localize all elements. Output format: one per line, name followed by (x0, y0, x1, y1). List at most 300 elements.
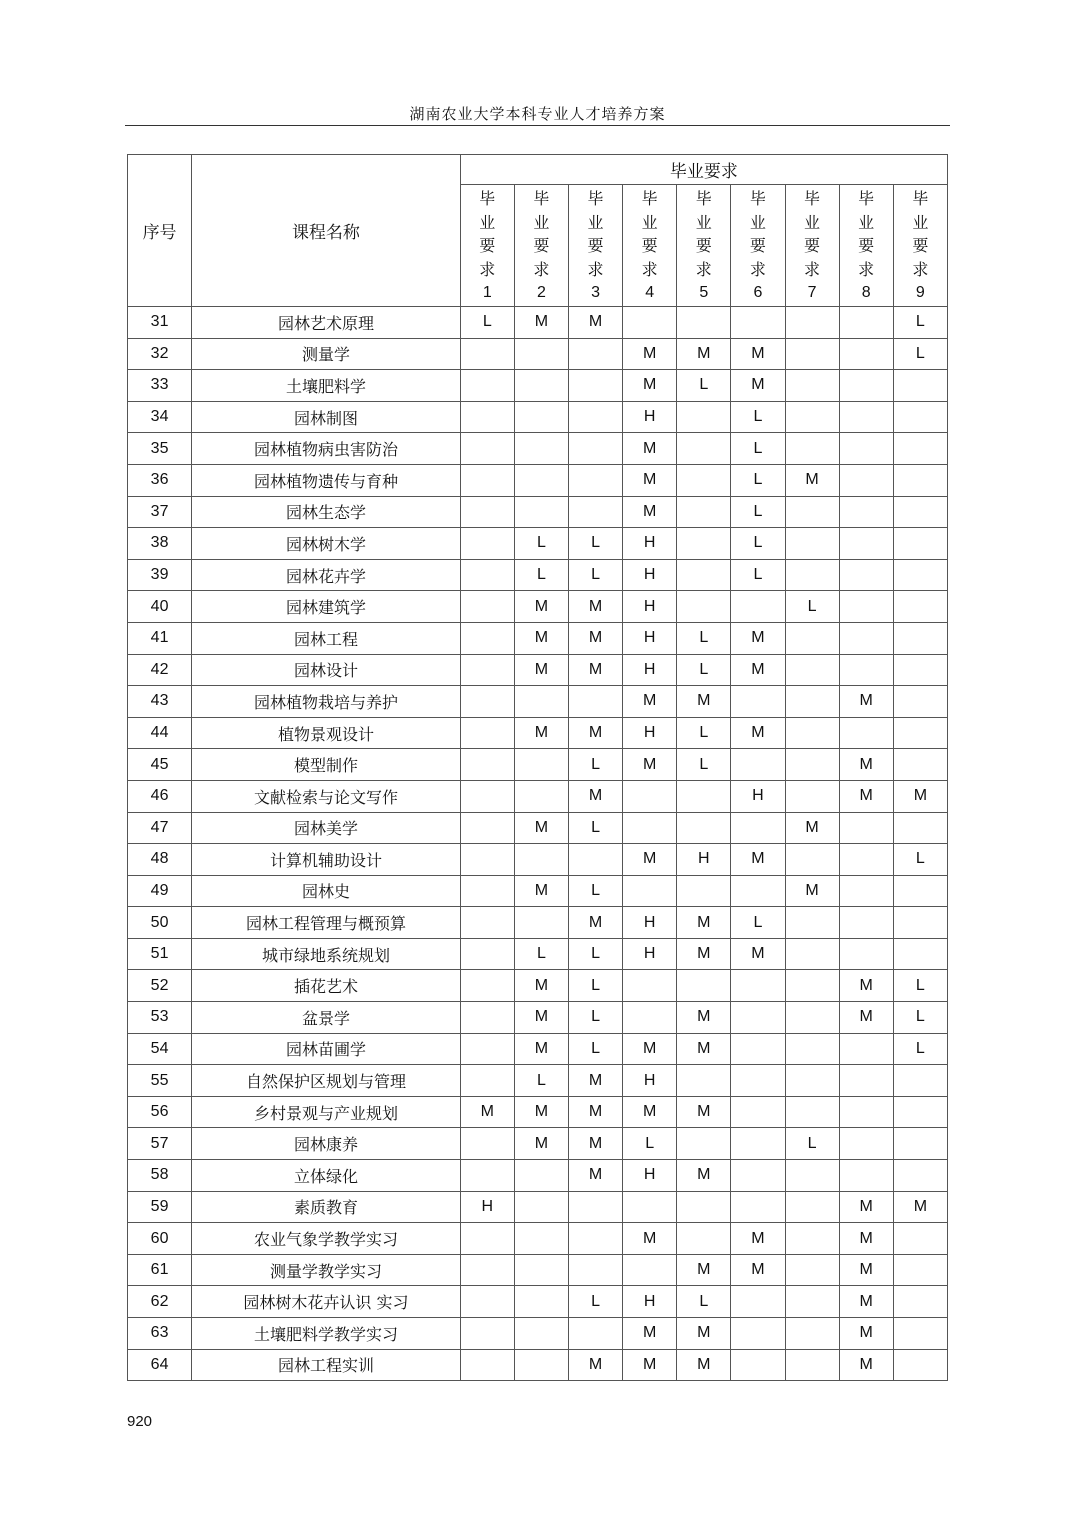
table-row (128, 970, 948, 1002)
requirement-mark-cell (569, 401, 623, 433)
requirement-mark-cell (623, 1254, 677, 1286)
row-number-cell: 35 (128, 433, 192, 465)
requirement-mark-cell (893, 401, 947, 433)
course-name-cell: 计算机辅助设计 (192, 844, 461, 876)
requirement-mark-cell (569, 844, 623, 876)
requirement-mark-cell: L (677, 622, 731, 654)
requirement-mark-cell (785, 622, 839, 654)
requirement-mark-cell (893, 875, 947, 907)
table-row (128, 907, 948, 939)
requirement-mark-cell: L (893, 1002, 947, 1034)
requirement-mark-cell: L (569, 875, 623, 907)
requirement-mark-cell (839, 1033, 893, 1065)
requirement-mark-cell (677, 875, 731, 907)
course-name-cell: 园林苗圃学 (192, 1033, 461, 1065)
requirement-mark-cell (839, 559, 893, 591)
requirement-mark-cell (460, 591, 514, 623)
requirement-mark-cell (460, 749, 514, 781)
requirement-header-text: 毕业要求 (587, 189, 604, 279)
requirement-mark-cell (460, 938, 514, 970)
requirement-mark-cell: M (460, 1096, 514, 1128)
column-header-requirement (785, 185, 839, 307)
requirement-mark-cell (623, 812, 677, 844)
requirement-mark-cell (785, 401, 839, 433)
course-name-cell: 模型制作 (192, 749, 461, 781)
requirement-mark-cell (623, 875, 677, 907)
requirement-mark-cell: M (839, 1318, 893, 1350)
requirement-mark-cell: M (731, 844, 785, 876)
requirement-header-number: 7 (807, 284, 817, 301)
requirement-mark-cell (460, 338, 514, 370)
requirement-mark-cell (893, 1223, 947, 1255)
row-number-cell: 61 (128, 1254, 192, 1286)
course-name-cell: 土壤肥料学教学实习 (192, 1318, 461, 1350)
requirement-mark-cell (677, 970, 731, 1002)
requirement-mark-cell (677, 464, 731, 496)
requirement-mark-cell (785, 749, 839, 781)
requirement-mark-cell (893, 1318, 947, 1350)
course-name-cell: 园林美学 (192, 812, 461, 844)
row-number-cell: 38 (128, 528, 192, 560)
requirement-mark-cell (893, 812, 947, 844)
course-name-cell: 园林树木学 (192, 528, 461, 560)
requirement-mark-cell (569, 338, 623, 370)
row-number-cell: 56 (128, 1096, 192, 1128)
row-number-cell: 60 (128, 1223, 192, 1255)
requirement-mark-cell (514, 464, 568, 496)
running-header: 湖南农业大学本科专业人才培养方案 (409, 105, 666, 123)
course-name-cell: 园林工程实训 (192, 1349, 461, 1381)
requirement-mark-cell (623, 307, 677, 339)
requirement-mark-cell (677, 528, 731, 560)
row-number-cell: 54 (128, 1033, 192, 1065)
requirement-mark-cell (785, 1286, 839, 1318)
requirement-mark-cell (460, 970, 514, 1002)
course-name-cell: 园林植物遗传与育种 (192, 464, 461, 496)
requirement-mark-cell: L (569, 1033, 623, 1065)
requirement-mark-cell: M (514, 970, 568, 1002)
table-row (128, 622, 948, 654)
requirement-mark-cell: L (893, 844, 947, 876)
requirement-mark-cell: M (623, 433, 677, 465)
requirement-mark-cell (460, 528, 514, 560)
row-number-cell: 31 (128, 307, 192, 339)
table-row (128, 401, 948, 433)
requirement-header-text: 毕业要求 (749, 189, 766, 279)
course-name-cell: 园林花卉学 (192, 559, 461, 591)
row-number-cell: 41 (128, 622, 192, 654)
requirement-mark-cell (460, 401, 514, 433)
row-number-cell: 49 (128, 875, 192, 907)
requirement-mark-cell (785, 654, 839, 686)
requirement-mark-cell (893, 622, 947, 654)
requirement-mark-cell: H (623, 559, 677, 591)
requirement-mark-cell (839, 812, 893, 844)
requirement-mark-cell: M (677, 1033, 731, 1065)
row-number-cell: 36 (128, 464, 192, 496)
requirement-mark-cell (839, 433, 893, 465)
table-row (128, 654, 948, 686)
requirement-mark-cell (839, 338, 893, 370)
row-number-cell: 44 (128, 717, 192, 749)
requirement-mark-cell (623, 1002, 677, 1034)
page-number: 920 (127, 1413, 153, 1430)
requirement-mark-cell: L (569, 1286, 623, 1318)
requirement-mark-cell (460, 844, 514, 876)
requirement-mark-cell (460, 1254, 514, 1286)
table-row (128, 559, 948, 591)
requirement-mark-cell (731, 1065, 785, 1097)
requirement-mark-cell: M (623, 1033, 677, 1065)
requirement-mark-cell (460, 875, 514, 907)
requirement-header-number: 4 (645, 284, 655, 301)
requirement-mark-cell (731, 1160, 785, 1192)
course-name-cell: 自然保护区规划与管理 (192, 1065, 461, 1097)
requirement-mark-cell (460, 654, 514, 686)
requirement-mark-cell (785, 496, 839, 528)
requirement-header-text: 毕业要求 (695, 189, 712, 279)
requirement-mark-cell (514, 433, 568, 465)
table-row (128, 370, 948, 402)
row-number-cell: 53 (128, 1002, 192, 1034)
requirement-mark-cell (893, 464, 947, 496)
requirement-mark-cell: M (623, 1318, 677, 1350)
requirement-mark-cell: L (677, 717, 731, 749)
requirement-mark-cell (785, 528, 839, 560)
requirement-mark-cell: M (839, 970, 893, 1002)
requirement-mark-cell (677, 780, 731, 812)
requirement-mark-cell: L (731, 496, 785, 528)
requirement-header-number: 2 (536, 284, 546, 301)
requirement-mark-cell (731, 1318, 785, 1350)
requirement-mark-cell (460, 812, 514, 844)
requirement-mark-cell: M (514, 654, 568, 686)
column-header-requirement (623, 185, 677, 307)
requirement-mark-cell: M (514, 812, 568, 844)
requirement-mark-cell (677, 433, 731, 465)
requirement-mark-cell: M (514, 1096, 568, 1128)
requirement-mark-cell: M (677, 1160, 731, 1192)
column-header-requirement (839, 185, 893, 307)
requirement-mark-cell (569, 433, 623, 465)
requirement-mark-cell (731, 686, 785, 718)
column-header-requirement (677, 185, 731, 307)
column-header-no: 序号 (128, 155, 192, 307)
requirement-mark-cell (785, 717, 839, 749)
table-row (128, 433, 948, 465)
row-number-cell: 33 (128, 370, 192, 402)
table-row (128, 338, 948, 370)
requirement-mark-cell: L (893, 970, 947, 1002)
requirement-mark-cell: M (569, 780, 623, 812)
row-number-cell: 59 (128, 1191, 192, 1223)
requirement-mark-cell (569, 1191, 623, 1223)
row-number-cell: 42 (128, 654, 192, 686)
requirement-mark-cell (514, 907, 568, 939)
requirement-mark-cell: H (623, 938, 677, 970)
requirement-mark-cell (677, 591, 731, 623)
row-number-cell: 46 (128, 780, 192, 812)
requirement-mark-cell: L (677, 1286, 731, 1318)
requirement-mark-cell: M (731, 370, 785, 402)
requirement-mark-cell (893, 1128, 947, 1160)
table-row (128, 1349, 948, 1381)
requirement-mark-cell (731, 1286, 785, 1318)
requirement-mark-cell: M (839, 749, 893, 781)
requirement-mark-cell (893, 591, 947, 623)
requirement-mark-cell: L (731, 559, 785, 591)
table-row (128, 1191, 948, 1223)
requirement-mark-cell (785, 1002, 839, 1034)
requirement-mark-cell (893, 1349, 947, 1381)
requirement-mark-cell (677, 1065, 731, 1097)
requirement-mark-cell: M (623, 1223, 677, 1255)
requirement-mark-cell: M (623, 496, 677, 528)
requirement-mark-cell (460, 686, 514, 718)
requirement-mark-cell (677, 1223, 731, 1255)
course-name-cell: 乡村景观与产业规划 (192, 1096, 461, 1128)
requirement-mark-cell (839, 401, 893, 433)
requirement-header-number: 1 (482, 284, 492, 301)
requirement-header-text: 毕业要求 (858, 189, 875, 279)
row-number-cell: 55 (128, 1065, 192, 1097)
table-row (128, 528, 948, 560)
row-number-cell: 52 (128, 970, 192, 1002)
requirement-mark-cell (514, 496, 568, 528)
requirement-mark-cell (731, 1002, 785, 1034)
requirement-mark-cell (893, 1096, 947, 1128)
column-header-requirement (569, 185, 623, 307)
requirement-mark-cell: H (623, 1286, 677, 1318)
row-number-cell: 40 (128, 591, 192, 623)
header-rule (125, 125, 950, 126)
requirement-mark-cell (514, 1318, 568, 1350)
requirement-mark-cell: H (623, 401, 677, 433)
requirement-mark-cell: H (623, 654, 677, 686)
table-row (128, 1160, 948, 1192)
requirement-mark-cell (839, 654, 893, 686)
requirement-mark-cell: M (677, 907, 731, 939)
requirement-mark-cell: L (677, 654, 731, 686)
requirement-mark-cell: L (514, 528, 568, 560)
requirement-mark-cell (785, 1065, 839, 1097)
table-row (128, 812, 948, 844)
requirement-mark-cell: M (731, 338, 785, 370)
requirement-mark-cell: L (677, 749, 731, 781)
requirement-mark-cell (677, 1191, 731, 1223)
requirement-mark-cell: M (839, 1191, 893, 1223)
requirement-mark-cell: M (569, 1065, 623, 1097)
requirement-mark-cell (514, 1254, 568, 1286)
requirement-mark-cell (731, 812, 785, 844)
requirement-mark-cell (460, 1128, 514, 1160)
requirement-mark-cell (460, 1286, 514, 1318)
requirement-header-number: 5 (699, 284, 709, 301)
requirement-mark-cell (785, 938, 839, 970)
requirement-mark-cell (677, 559, 731, 591)
requirement-mark-cell (514, 749, 568, 781)
requirement-mark-cell: M (514, 591, 568, 623)
requirement-mark-cell: M (623, 749, 677, 781)
requirement-mark-cell: M (731, 717, 785, 749)
requirement-mark-cell (514, 1223, 568, 1255)
requirement-mark-cell (839, 622, 893, 654)
requirement-mark-cell (839, 591, 893, 623)
course-name-cell: 园林制图 (192, 401, 461, 433)
course-name-cell: 土壤肥料学 (192, 370, 461, 402)
requirement-mark-cell (839, 875, 893, 907)
requirement-mark-cell: H (623, 591, 677, 623)
requirement-mark-cell (839, 1096, 893, 1128)
course-name-cell: 园林植物病虫害防治 (192, 433, 461, 465)
requirement-mark-cell: M (839, 1254, 893, 1286)
requirement-mark-cell: L (785, 591, 839, 623)
requirement-mark-cell (731, 1033, 785, 1065)
requirements-matrix-table (127, 154, 948, 1381)
row-number-cell: 51 (128, 938, 192, 970)
table-row (128, 1096, 948, 1128)
requirement-mark-cell: M (514, 717, 568, 749)
row-number-cell: 57 (128, 1128, 192, 1160)
requirement-header-text: 毕业要求 (479, 189, 496, 279)
table-row (128, 938, 948, 970)
column-group-header-requirements: 毕业要求 (460, 155, 947, 185)
course-name-cell: 园林建筑学 (192, 591, 461, 623)
requirement-mark-cell (893, 749, 947, 781)
requirement-mark-cell: M (514, 1128, 568, 1160)
table-row (128, 496, 948, 528)
requirement-mark-cell: L (514, 559, 568, 591)
course-name-cell: 园林史 (192, 875, 461, 907)
requirement-mark-cell (839, 717, 893, 749)
requirement-mark-cell (839, 307, 893, 339)
requirement-mark-cell (460, 559, 514, 591)
table-row (128, 1065, 948, 1097)
requirement-mark-cell (731, 1128, 785, 1160)
course-name-cell: 文献检索与论文写作 (192, 780, 461, 812)
row-number-cell: 39 (128, 559, 192, 591)
requirement-mark-cell: M (623, 686, 677, 718)
requirement-mark-cell: L (569, 749, 623, 781)
requirement-mark-cell: M (514, 875, 568, 907)
requirement-mark-cell: H (623, 717, 677, 749)
requirement-mark-cell: M (893, 780, 947, 812)
requirement-mark-cell (785, 907, 839, 939)
requirement-mark-cell (460, 370, 514, 402)
requirement-mark-cell: H (460, 1191, 514, 1223)
requirement-mark-cell (731, 591, 785, 623)
requirement-mark-cell: L (731, 401, 785, 433)
requirement-mark-cell: H (623, 907, 677, 939)
requirement-mark-cell: H (623, 1065, 677, 1097)
requirement-mark-cell (460, 1349, 514, 1381)
requirement-mark-cell (785, 338, 839, 370)
requirement-mark-cell (731, 875, 785, 907)
requirement-mark-cell: M (731, 1223, 785, 1255)
requirement-mark-cell (839, 907, 893, 939)
requirement-mark-cell (569, 1223, 623, 1255)
requirement-mark-cell (893, 717, 947, 749)
requirement-mark-cell (460, 1223, 514, 1255)
requirement-mark-cell (893, 433, 947, 465)
requirement-mark-cell: M (623, 338, 677, 370)
requirement-mark-cell (677, 812, 731, 844)
row-number-cell: 50 (128, 907, 192, 939)
requirement-mark-cell (460, 496, 514, 528)
course-name-cell: 园林艺术原理 (192, 307, 461, 339)
requirement-mark-cell (785, 780, 839, 812)
requirement-mark-cell: M (785, 812, 839, 844)
requirement-mark-cell (839, 464, 893, 496)
requirement-mark-cell (839, 528, 893, 560)
requirement-mark-cell: M (893, 1191, 947, 1223)
requirement-mark-cell (460, 1160, 514, 1192)
requirement-mark-cell: M (785, 875, 839, 907)
column-header-course-name: 课程名称 (192, 155, 461, 307)
requirement-mark-cell (893, 559, 947, 591)
requirement-mark-cell (514, 370, 568, 402)
course-name-cell: 素质教育 (192, 1191, 461, 1223)
row-number-cell: 63 (128, 1318, 192, 1350)
requirement-mark-cell (785, 370, 839, 402)
requirement-mark-cell: M (731, 654, 785, 686)
requirement-mark-cell: L (569, 559, 623, 591)
requirement-mark-cell: L (893, 1033, 947, 1065)
requirement-header-text: 毕业要求 (912, 189, 929, 279)
requirement-mark-cell (893, 1286, 947, 1318)
requirement-mark-cell: L (569, 938, 623, 970)
requirement-mark-cell (893, 370, 947, 402)
requirement-mark-cell (514, 338, 568, 370)
requirement-header-number: 3 (591, 284, 601, 301)
requirement-mark-cell (731, 1191, 785, 1223)
requirement-mark-cell: M (514, 622, 568, 654)
requirement-mark-cell (460, 1002, 514, 1034)
requirement-mark-cell: M (623, 1096, 677, 1128)
requirement-mark-cell: L (569, 970, 623, 1002)
requirement-mark-cell: M (623, 370, 677, 402)
requirement-header-number: 9 (915, 284, 925, 301)
table-row (128, 686, 948, 718)
requirement-mark-cell: M (514, 307, 568, 339)
requirement-mark-cell: M (514, 1033, 568, 1065)
requirement-mark-cell: L (623, 1128, 677, 1160)
requirement-mark-cell: H (731, 780, 785, 812)
requirement-mark-cell (569, 464, 623, 496)
requirement-mark-cell: M (731, 1254, 785, 1286)
requirement-mark-cell (514, 780, 568, 812)
requirement-mark-cell (677, 401, 731, 433)
table-row (128, 1033, 948, 1065)
column-header-requirement (731, 185, 785, 307)
table-row (128, 1223, 948, 1255)
course-name-cell: 立体绿化 (192, 1160, 461, 1192)
requirement-mark-cell: L (785, 1128, 839, 1160)
requirement-mark-cell: H (623, 1160, 677, 1192)
requirement-mark-cell (785, 1318, 839, 1350)
table-row (128, 307, 948, 339)
course-name-cell: 测量学 (192, 338, 461, 370)
requirement-mark-cell: H (623, 528, 677, 560)
requirement-mark-cell (839, 1065, 893, 1097)
table-row (128, 749, 948, 781)
column-header-requirement (893, 185, 947, 307)
course-name-cell: 园林植物栽培与养护 (192, 686, 461, 718)
requirement-mark-cell: M (839, 1223, 893, 1255)
requirement-mark-cell: M (677, 338, 731, 370)
table-row (128, 464, 948, 496)
requirement-mark-cell (893, 1160, 947, 1192)
